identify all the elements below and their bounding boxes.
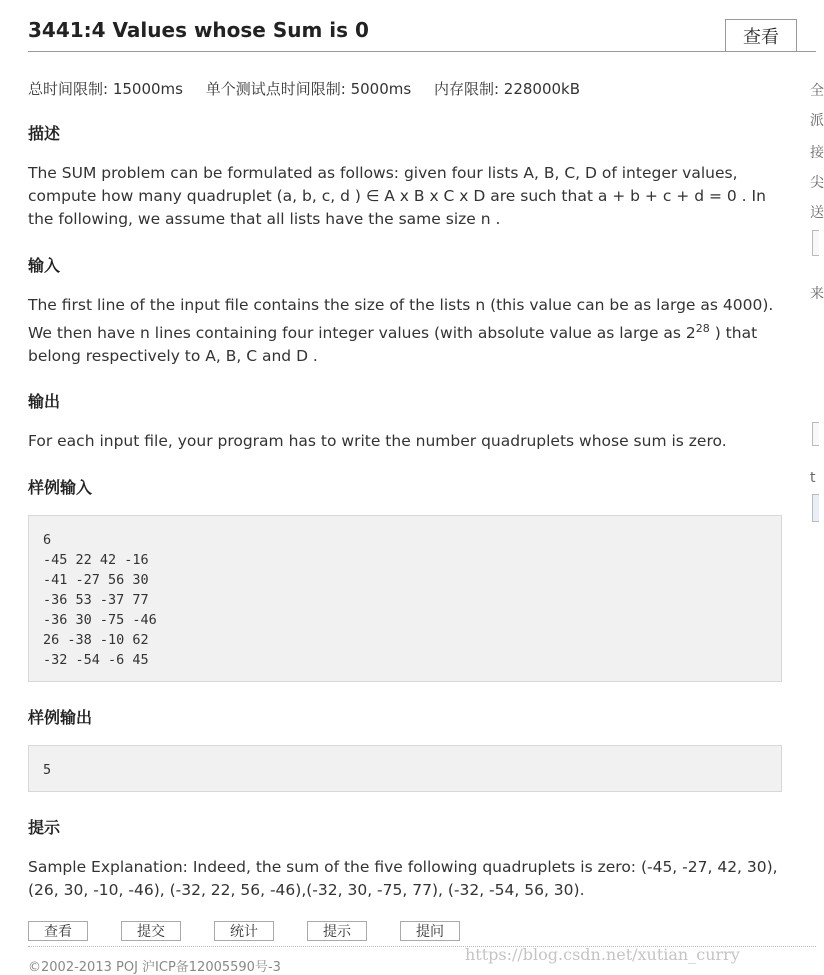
- hint-button[interactable]: 提示: [307, 921, 367, 941]
- sample-input-line: 26 -38 -10 62: [43, 632, 149, 648]
- sidebar-fragment: 尖: [810, 175, 824, 191]
- sample-input-line: -32 -54 -6 45: [43, 652, 149, 668]
- per-case-time-limit: 单个测试点时间限制: 5000ms: [205, 80, 412, 98]
- bottom-toolbar: [28, 921, 493, 941]
- sidebar-fragment: 来: [810, 286, 824, 302]
- sidebar-fragment: t: [810, 470, 816, 486]
- sidebar-fragment: 接: [810, 145, 824, 161]
- sidebar-box[interactable]: [812, 422, 819, 446]
- sample-output-line: 5: [43, 762, 52, 778]
- sidebar-fragment: 派: [810, 113, 824, 129]
- submit-button[interactable]: 提交: [121, 921, 181, 941]
- blog-watermark: https://blog.csdn.net/xutian_curry: [465, 945, 740, 964]
- sidebar-box[interactable]: [812, 494, 819, 522]
- description-text: The SUM problem can be formulated as follows: given four lists A, B, C, D of integer values, compute how many quadruplet (a, b, c, d ) ∈ A x B x C x D are such that a + b + c + d = 0 . In the following, we assume that all lists have the same size n .: [28, 164, 766, 228]
- header-divider: [28, 51, 816, 52]
- sample-output-box: [28, 745, 782, 792]
- input-text-part1: The first line of the input file contains the size of the lists n (this value can be as large as 4000). We then have n lines containing four integer values (with absolute value as large as 2: [28, 296, 774, 343]
- description-heading: 描述: [28, 124, 61, 143]
- sample-input-box: [28, 515, 782, 682]
- total-time-limit: 总时间限制: 15000ms: [28, 80, 183, 98]
- sample-input-line: 6: [43, 532, 52, 548]
- memory-limit: 内存限制: 228000kB: [433, 80, 581, 98]
- sample-input-line: -36 53 -37 77: [43, 592, 149, 608]
- sample-input-line: -41 -27 56 30: [43, 572, 149, 588]
- sample-output-heading: 样例输出: [28, 708, 93, 727]
- sidebar-box[interactable]: [812, 230, 819, 256]
- input-heading: 输入: [28, 256, 61, 275]
- sample-input-line: -45 22 42 -16: [43, 552, 149, 568]
- input-power: 28: [695, 322, 710, 335]
- input-text: [28, 294, 788, 368]
- ask-button[interactable]: 提问: [400, 921, 460, 941]
- limits-bar: [28, 78, 598, 99]
- sidebar-fragment: 全: [810, 83, 824, 99]
- sample-input-heading: 样例输入: [28, 478, 93, 497]
- page-title: 3441:4 Values whose Sum is 0: [28, 18, 369, 42]
- statistics-button[interactable]: 统计: [214, 921, 274, 941]
- output-heading: 输出: [28, 392, 61, 411]
- tab-view[interactable]: 查看: [725, 19, 797, 51]
- hint-text: Sample Explanation: Indeed, the sum of the five following quadruplets is zero: (-45, -27, 42, 30), (26, 30, -10, -46), (-32, 22, 56, -46),(-32, 30, -75, 77), (-32, -54, 56, 30).: [28, 858, 778, 899]
- sidebar-fragment: 送: [810, 205, 824, 221]
- hint-heading: 提示: [28, 818, 61, 837]
- output-text: For each input file, your program has to write the number quadruplets whose sum is zero.: [28, 432, 727, 450]
- copyright-text: ©2002-2013 POJ 沪ICP备12005590号-3: [28, 960, 281, 975]
- sample-input-line: -36 30 -75 -46: [43, 612, 157, 628]
- input-text-part2: ) that belong respectively to A, B, C and D .: [28, 324, 758, 366]
- view-button[interactable]: 查看: [28, 921, 88, 941]
